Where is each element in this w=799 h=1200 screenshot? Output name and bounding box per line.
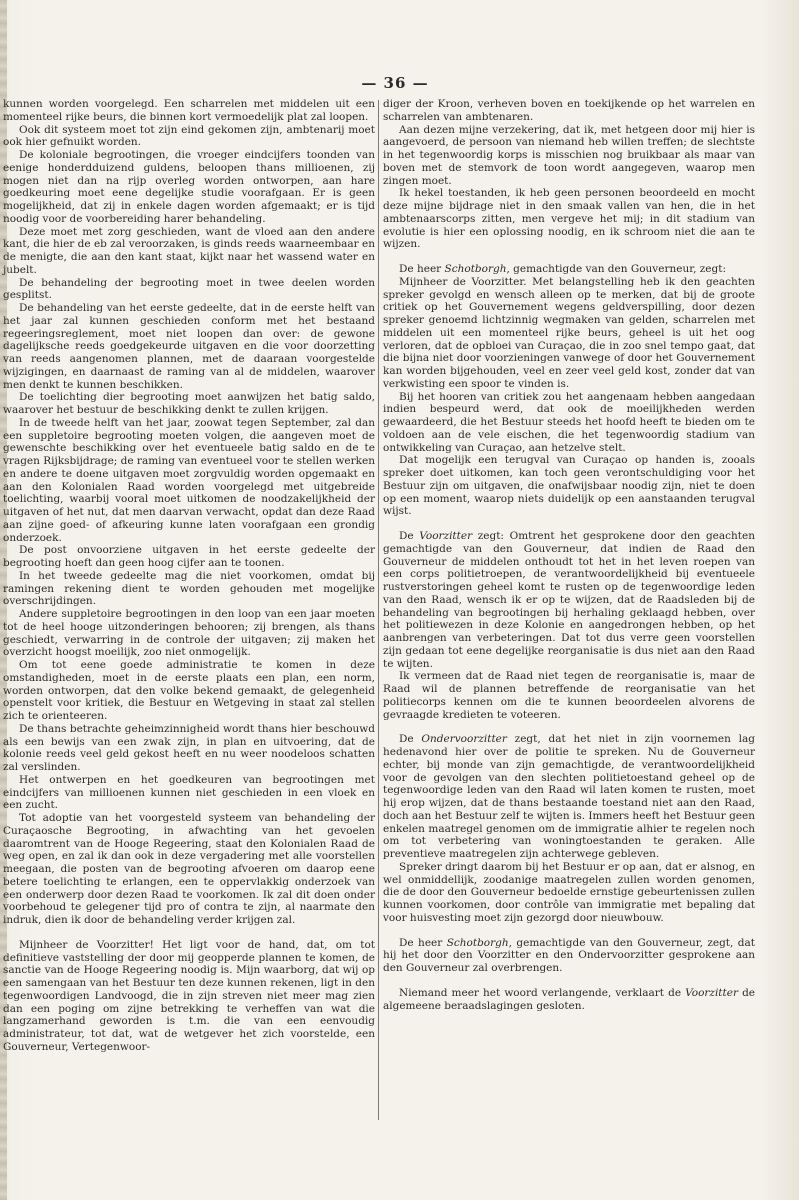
paragraph: De behandeling der begrooting moet in twee deelen worden gesplitst. (3, 276, 375, 302)
speaker-name: Schotborgh (444, 263, 507, 275)
paragraph-text: , gemachtigde van den Gouverneur, zegt: (506, 263, 726, 275)
right-column (383, 98, 755, 1012)
paragraph (383, 733, 755, 861)
speaker-name: Schotborgh (446, 936, 509, 949)
paragraph (383, 987, 755, 1013)
paragraph: diger der Kroon, verheven boven en toekijkende op het warrelen en scharrelen van ambtenaren. (383, 98, 755, 123)
paragraph: De toelichting dier begrooting moet aanwijzen het batig saldo, waarover het bestuur de beschikking denkt te zullen krijgen. (3, 391, 375, 416)
paragraph: Mijnheer de Voorzitter! Het ligt voor de hand, dat, om tot definitieve vaststelling der door mij geopperde plannen te komen, de sanctie van de Hooge Regeering noodig is. Mijn waarborg, dat wij op een samengaan van het Bestuur ten deze kunnen rekenen, ligt in den tegenwoordigen Landvoogd, die in zijn streven niet meer mag zien dan een poging om zijne betrekking te verheffen van wat die langzamerhand geworden is t.m. die van een eenvoudig administrateur, tot dat, wat de wetgever het zich voorstelde, een Gouverneur, Vertegenwoor- (3, 938, 375, 1053)
paragraph-text: De heer (399, 936, 447, 949)
paragraph: Dat mogelijk een terugval van Curaçao op handen is, zooals spreker doet uitkomen, kan toch geen verontschuldiging voor het Bestuur zijn om uitgaven, die onafwijsbaar noodig zijn, niet te doen op een moment, waarop niets duidelijk op een aanstaanden terugval wijst. (383, 454, 755, 518)
paragraph (383, 530, 755, 670)
page-number: — 36 — (361, 74, 429, 92)
paragraph: De koloniale begrootingen, die vroeger eindcijfers toonden van eenige honderdduizend guldens, beloopen thans millioenen, zij mogen niet dan na rijp overleg worden ontworpen, aan hare goedkeuring moet eene degelijke studie voorafgaan. Er is geen mogelijkheid, dat zij in enkele dagen worden afgemaakt; er is tijd noodig voor de voorbereiding harer behandeling. (3, 149, 375, 225)
paragraph-text: De (399, 530, 420, 542)
paragraph: De post onvoorziene uitgaven in het eerste gedeelte der begrooting hoeft dan geen hoog cijfer aan te toonen. (3, 544, 375, 569)
paragraph-text: De (399, 733, 422, 746)
speaker-name: Voorzitter (685, 986, 738, 999)
paragraph: In het tweede gedeelte mag die niet voorkomen, omdat bij ramingen rekening dient te worden gehouden met mogelijke overschrijdingen. (3, 569, 375, 608)
paragraph-text: zegt: Omtrent het gesprokene door den geachten gemachtigde van den Gouverneur, dat indien de Raad den Gouverneur de middelen onthoudt tot het in het leven roepen van een corps politietroepen, de verantwoordelijkheid bij eventueele rustverstoringen geheel komt te rusten op de tegenwoordige leden van den Raad, wensch ik er op te wijzen, dat de Raadsleden bij de behandeling van begrootingen bij herhaling geklaagd hebben, over het politiewezen in deze Kolonie en aangedrongen hebben, op het aanbrengen van verbeteringen. Dat tot dus verre geen voorstellen zijn gedaan tot eene degelijke reorganisatie is dus niet aan den Raad te wijten. (383, 530, 755, 670)
paragraph: kunnen worden voorgelegd. Een scharrelen met middelen uit een momenteel rijke beurs, die binnen kort vermoedelijk plat zal loopen. (3, 98, 375, 123)
paragraph-text: Niemand meer het woord verlangende, verklaart de (399, 986, 686, 999)
paragraph: Aan dezen mijne verzekering, dat ik, met hetgeen door mij hier is aangevoerd, de persoon van niemand heb willen treffen; de slechtste in het tegenwoordig korps is misschien nog bruikbaar als maar van boven met de stemvork de toon wordt aangegeven, waarop men zingen moet. (383, 123, 755, 187)
paragraph: Mijnheer de Voorzitter. Met belangstelling heb ik den geachten spreker gevolgd en wensch alleen op te merken, dat bij de groote critiek op het Gouvernement wegens geldverspilling, door dezen spreker genoemd lichtzinnig wegmaken van gelden, scharrelen met middelen uit een momenteel rijke beurs, geheel is uit het oog verloren, dat de opbloei van Curaçao, die in zoo snel tempo gaat, dat die bijna niet door voorzieningen vanwege of door het Gouvernement kan worden bijgehouden, veel en zeer veel geld kost, zonder dat van verkwisting een spoor te vinden is. (383, 275, 755, 390)
paragraph: Het ontwerpen en het goedkeuren van begrootingen met eindcijfers van millioenen kunnen niet geschieden in een vloek en een zucht. (3, 773, 375, 812)
paragraph (383, 937, 755, 975)
paragraph-text: De heer (399, 263, 445, 275)
left-column (3, 98, 375, 1054)
paragraph: In de tweede helft van het jaar, zoowat tegen September, zal dan een suppletoire begrooting moeten volgen, die aangeven moet de gewenschte beschikking over het eventueele batig saldo en de te vragen Rijksbijdrage; de raming van eventueel voor te stellen werken en andere te doene uitgaven moet zorgvuldig worden opgemaakt en aan den Kolonialen Raad worden voorgelegd met uitgebreide toelichting, waarbij vooral moet uitkomen de noodzakelijkheid der uitgaven of het nut, dat men daarvan verwacht, opdat dan deze Raad aan zijne goed- of afkeuring kunne laten voorafgaan een grondig onderzoek. (3, 416, 375, 544)
speaker-name: Ondervoorzitter (421, 733, 507, 746)
column-divider (378, 100, 379, 1120)
paragraph: De thans betrachte geheimzinnigheid wordt thans hier beschouwd als een bewijs van een zwak zijn, in plan en uitvoering, dat de kolonie reeds veel geld gekost heeft en nu weer noodeloos schatten zal verslinden. (3, 722, 375, 773)
paragraph: Spreker dringt daarom bij het Bestuur er op aan, dat er alsnog, en wel onmiddellijk, zoodanige maatregelen zullen worden genomen, die de door den Gouverneur bedoelde ernstige gebeurtenissen zullen kunnen voorkomen, door contrôle van immigratie met bepaling dat voor huisvesting moet zijn gezorgd door nieuwbouw. (383, 860, 755, 924)
paragraph-text: de algemeene beraadslagingen gesloten. (383, 986, 756, 1012)
paragraph: Ook dit systeem moet tot zijn eind gekomen zijn, ambtenarij moet ook hier gefnuikt worden. (3, 123, 375, 149)
paragraph: De behandeling van het eerste gedeelte, dat in de eerste helft van het jaar zal kunnen geschieden conform met het bestaand regeeringsreglement, moet niet loopen dan over: de gewone dagelijksche reeds goedgekeurde uitgaven en die voor doorzetting van reeds aangenomen plannen, met de daaraan voorgestelde wijzigingen, en daarnaast de raming van al de middelen, waarover men denkt te kunnen beschikken. (3, 302, 375, 391)
paragraph: Om tot eene goede administratie te komen in deze omstandigheden, moet in de eerste plaats een plan, een norm, worden ontworpen, dat den volke bekend gemaakt, de gelegenheid openstelt voor kritiek, die Bestuur en Wetgeving in staat zal stellen zich te orienteeren. (3, 659, 375, 722)
paragraph-text: , gemachtigde van den Gouverneur, zegt, dat hij het door den Voorzitter en den Ondervoorzitter gesprokene aan den Gouverneur zal overbrengen. (383, 936, 755, 974)
paragraph (383, 263, 755, 276)
paragraph: Ik hekel toestanden, ik heb geen personen beoordeeld en mocht deze mijne bijdrage niet in den smaak vallen van hen, die in het ambtenaarscorps zitten, men vergeve het mij; in dit stadium van evolutie is hier een oplossing noodig, en ik schroom niet die aan te wijzen. (383, 187, 755, 251)
paragraph: Andere suppletoire begrootingen in den loop van een jaar moeten tot de heel hooge uitzonderingen behooren; zij brengen, als thans geschiedt, verwarring in de controle der uitgaven; zij maken het overzicht hoogst moeilijk, zoo niet onmogelijk. (3, 608, 375, 659)
paragraph: Tot adoptie van het voorgesteld systeem van behandeling der Curaçaosche Begrooting, in afwachting van het gevoelen daaromtrent van de Hooge Regeering, staat den Kolonialen Raad de weg open, en zal ik dan ook in deze vergadering met alle voorstellen meegaan, die posten van de begrooting afvoeren om daarop eene betere toelichting te erlangen, een te oppervlakkig onderzoek van een onderwerp door dezen Raad te voorkomen. Ik zal dit doen onder voorbehoud te gelegener tijd pro of contra te zijn, al naarmate den indruk, dien ik door de behandeling verder krijgen zal. (3, 812, 375, 926)
paragraph-text: zegt, dat het niet in zijn voornemen lag hedenavond hier over de politie te spreken. Nu de Gouverneur echter, bij monde van zijn gemachtigde, de verantwoordelijkheid voor de gevolgen van den slechten politietoestand geheel op de tegenwoordige leden van den Raad wil laten komen te rusten, moet hij erop wijzen, dat de thans bestaande toestand niet aan den Raad, doch aan het Bestuur zelf te wijten is. Immers heeft het Bestuur geen enkelen maatregel genomen om de immigratie alhier te regelen noch om tot verbetering van woningtoestanden te geraken. Alle preventieve maatregelen zijn achterwege gebleven. (383, 733, 755, 860)
paragraph: Deze moet met zorg geschieden, want de vloed aan den andere kant, die hier de eb zal veroorzaken, is ginds reeds waarneembaar en de menigte, die aan den kant staat, kijkt naar het wassend water en jubelt. (3, 225, 375, 276)
speaker-name: Voorzitter (419, 530, 473, 542)
paragraph: Bij het hooren van critiek zou het aangenaam hebben aangedaan indien bespeurd werd, dat ook de moeilijkheden werden gewaardeerd, die het Bestuur steeds het hoofd heeft te bieden om te voldoen aan de vele eischen, die het tegenwoordig stadium van ontwikkeling van Curaçao, aan hetzelve stelt. (383, 390, 755, 454)
paragraph: Ik vermeen dat de Raad niet tegen de reorganisatie is, maar de Raad wil de plannen betreffende de reorganisatie van het politiecorps kennen om die te kunnen beoordeelen alvorens de gevraagde kredieten te voteeren. (383, 670, 755, 721)
